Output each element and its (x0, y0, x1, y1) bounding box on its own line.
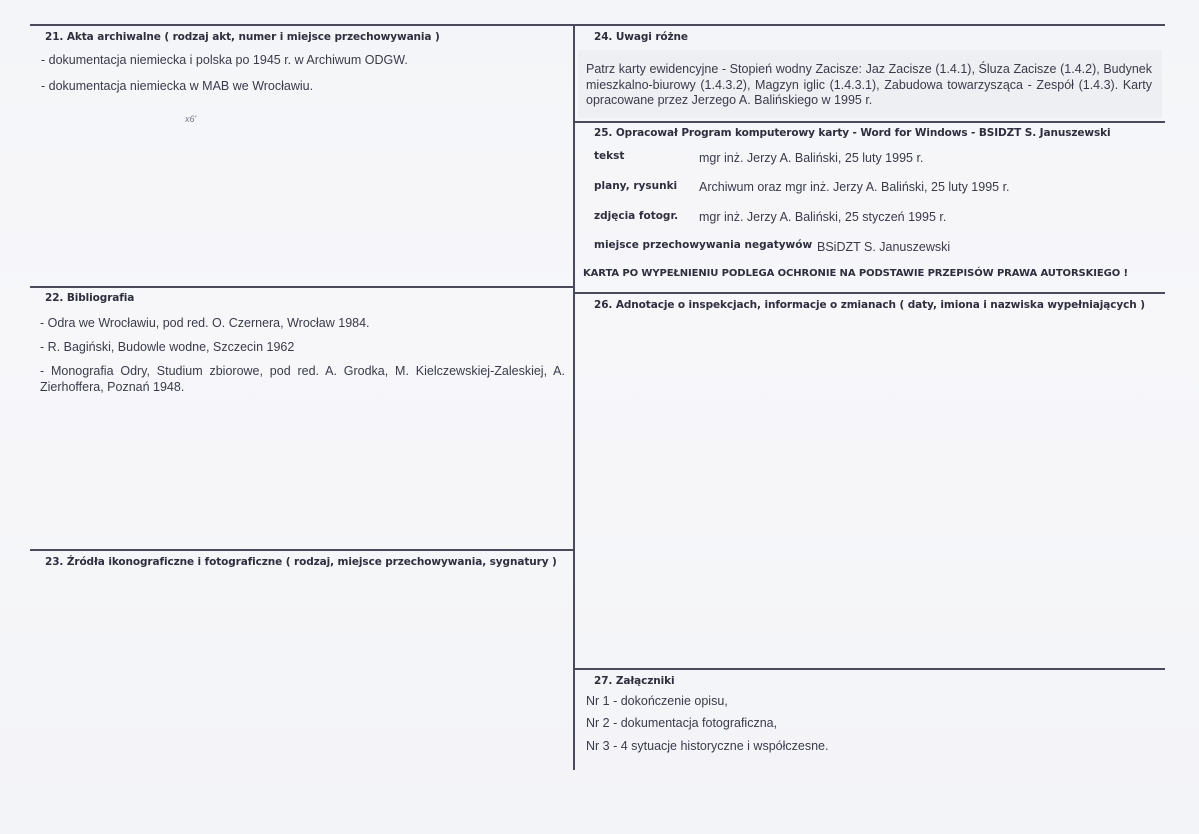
rule-right-27 (575, 668, 1165, 670)
section-22-item: - Monografia Odry, Studium zbiorowe, pod red. A. Grodka, M. Kielczewskiej-Zaleskiej, A. Zierhoffera, Poznań 1948. (40, 364, 565, 394)
section-22-item: - Odra we Wrocławiu, pod red. O. Czernera, Wrocław 1984. (40, 316, 370, 330)
row-label-plany: plany, rysunki (594, 180, 678, 192)
rule-left-23 (30, 549, 575, 551)
section-21-item: - dokumentacja niemiecka w MAB we Wrocławiu. (41, 79, 314, 93)
row-value-tekst: mgr inż. Jerzy A. Baliński, 25 luty 1995 r. (699, 151, 924, 165)
section-27-header: 27. Załączniki (594, 675, 675, 687)
copyright-notice: KARTA PO WYPEŁNIENIU PODLEGA OCHRONIE NA PODSTAWIE PRZEPISÓW PRAWA AUTORSKIEGO ! (583, 268, 1129, 279)
row-label-negatywy: miejsce przechowywania negatywów (594, 239, 813, 251)
section-21-item: - dokumentacja niemiecka i polska po 1945 r. w Archiwum ODGW. (41, 53, 408, 67)
rule-top-left (30, 24, 575, 26)
row-label-tekst: tekst (594, 150, 625, 162)
rule-left-22 (30, 286, 575, 288)
rule-top-right (575, 24, 1165, 26)
section-21-header: 21. Akta archiwalne ( rodzaj akt, numer i miejsce przechowywania ) (45, 31, 440, 43)
marginal-mark: x6' (185, 114, 197, 124)
section-27-item: Nr 3 - 4 sytuacje historyczne i współczesne. (586, 739, 829, 753)
section-24-header: 24. Uwagi różne (594, 31, 688, 43)
section-22-item: - R. Bagiński, Budowle wodne, Szczecin 1962 (40, 340, 295, 354)
rule-right-26 (575, 292, 1165, 294)
rule-center-vertical (573, 24, 575, 770)
row-value-negatywy: BSiDZT S. Januszewski (817, 240, 951, 254)
rule-after-24 (575, 121, 1165, 123)
section-27-item: Nr 1 - dokończenie opisu, (586, 694, 728, 708)
section-25-header: 25. Opracował Program komputerowy karty - Word for Windows - BSIDZT S. Januszewski (594, 127, 1111, 139)
section-26-header: 26. Adnotacje o inspekcjach, informacje o zmianach ( daty, imiona i nazwiska wypełniających ) (594, 299, 1145, 311)
section-24-text: Patrz karty ewidencyjne - Stopień wodny Zacisze: Jaz Zacisze (1.4.1), Śluza Zacisze (1.4.2), Budynek mieszkalno-biurowy (1.4.3.2), Magzyn iglic (1.4.3.1), Zabudowa towarzysząca - Zespół (1.4.3). Karty opracowane przez Jerzego A. Balińskiego w 1995 r. (586, 62, 1152, 107)
section-23-header: 23. Źródła ikonograficzne i fotograficzne ( rodzaj, miejsce przechowywania, sygnatury ) (45, 556, 557, 568)
row-value-zdjecia: mgr inż. Jerzy A. Baliński, 25 styczeń 1995 r. (699, 210, 947, 224)
row-value-plany: Archiwum oraz mgr inż. Jerzy A. Baliński, 25 luty 1995 r. (699, 180, 1010, 194)
section-27-item: Nr 2 - dokumentacja fotograficzna, (586, 716, 778, 730)
row-label-zdjecia: zdjęcia fotogr. (594, 210, 679, 222)
section-22-header: 22. Bibliografia (45, 292, 135, 304)
